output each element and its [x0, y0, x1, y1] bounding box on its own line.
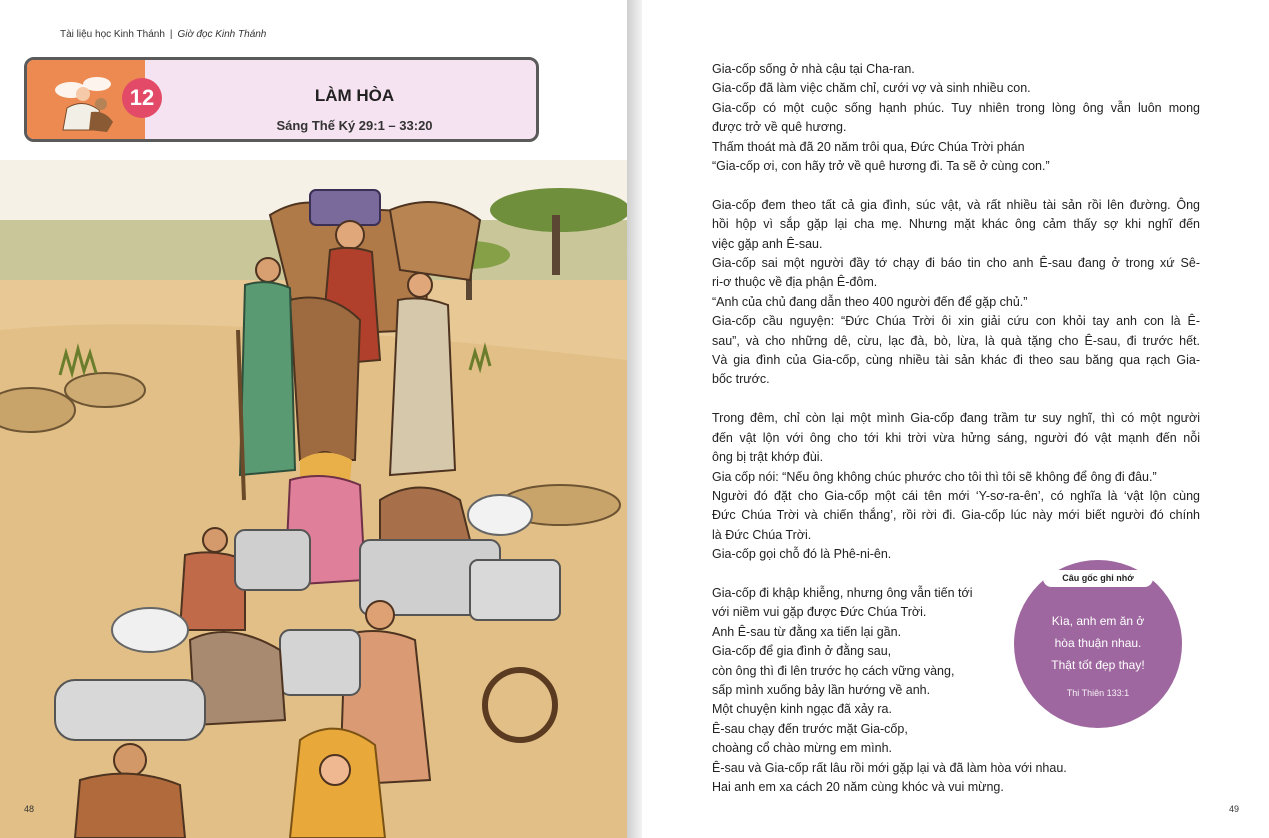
left-page: [0, 0, 627, 838]
story-line: là Đức Chúa Trời.: [712, 527, 812, 542]
story-line: Gia-cốp sống ở nhà cậu tại Cha-ran.: [712, 62, 915, 76]
memory-verse-line: hòa thuận nhau.: [1054, 636, 1142, 650]
lesson-title-banner: [24, 57, 539, 142]
book-gutter: [627, 0, 642, 838]
memory-verse-text: [1024, 610, 1172, 676]
story-line: Trong đêm, chỉ còn lại một mình Gia-cốp đang trầm tư suy nghĩ, thì có một người: [712, 411, 1200, 426]
story-line: Một chuyện kinh ngạc đã xảy ra.: [712, 702, 892, 717]
story-line: “Anh của chủ đang dẫn theo 400 người đến để gặp chủ.”: [712, 294, 1028, 309]
story-line: ông bị trật khớp đùi.: [712, 450, 824, 465]
story-line: Gia-cốp đem theo tất cả gia đình, súc vật, và rất nhiều tài sản rồi lên đường. Ông: [712, 197, 1200, 212]
story-line: Hai anh em xa cách 20 năm cùng khóc và vui mừng.: [712, 779, 1004, 794]
story-line: sấp mình xuống bảy lần hướng về anh.: [712, 682, 931, 697]
story-line: Thấm thoát mà đã 20 năm trôi qua, Đức Chúa Trời phán: [712, 139, 1025, 154]
story-line: còn ông thì đi lên trước họ cách vững vàng,: [712, 663, 955, 678]
lesson-number-badge: 12: [122, 78, 162, 118]
story-line: Gia-cốp sai một người đầy tớ chạy đi báo tin cho anh Ê-sau đang ở trong xứ Sê-: [712, 256, 1200, 271]
page-number-left: 48: [24, 804, 35, 814]
story-line: việc gặp anh Ê-sau.: [712, 236, 823, 251]
story-line: Gia-cốp cầu nguyện: “Đức Chúa Trời ôi xin giải cứu con khỏi tay anh con là Ê-: [712, 314, 1200, 329]
story-paragraph: [712, 60, 1200, 176]
memory-verse-reference: Thi Thiên 133:1: [1066, 688, 1130, 698]
story-line: sau”, và cho những dê, cừu, lạc đà, bò, lừa, là quà tặng cho Ê-sau, đi trước hết.: [712, 333, 1200, 348]
jacob-caravan-image: [0, 160, 627, 838]
memory-verse-label: Câu gốc ghi nhớ: [1043, 570, 1153, 587]
story-line: Người đó đặt cho Gia-cốp một cái tên mới ‘Y-sơ-ra-ên’, có nghĩa là ‘vật lộn cùng: [712, 488, 1200, 503]
story-paragraph: [712, 196, 1200, 390]
story-line: Gia-cốp đã làm việc chăm chỉ, cưới vợ và sinh nhiều con.: [712, 81, 1031, 96]
running-head: [60, 29, 266, 40]
page-number-right: 49: [1228, 804, 1239, 814]
story-line: Ê-sau chạy đến trước mặt Gia-cốp,: [712, 721, 908, 736]
story-line: Đức Chúa Trời và chiến thắng’, rồi rời đi. Gia-cốp lúc này mới biết người đó chính: [712, 508, 1200, 523]
lesson-title: LÀM HÒA: [314, 86, 395, 105]
story-line: Gia-cốp đi khập khiễng, nhưng ông vẫn tiến tới: [712, 585, 973, 600]
story-paragraph: [712, 409, 1200, 564]
section-title: Giờ đọc Kinh Thánh: [177, 29, 267, 40]
story-line: “Gia-cốp ơi, con hãy trở về quê hương đi. Ta sẽ ở cùng con.”: [712, 159, 1050, 174]
memory-verse-line: Kìa, anh em ăn ở: [1051, 614, 1145, 628]
story-line: Và gia đình của Gia-cốp, cùng nhiều tài sản khác đi theo sau băng qua rạch Gia-: [712, 353, 1200, 368]
memory-verse-circle: [1014, 560, 1182, 728]
story-line: Anh Ê-sau từ đằng xa tiến lại gần.: [712, 624, 902, 639]
caravan-illustration: [0, 160, 627, 838]
book-title: Tài liệu học Kinh Thánh: [60, 29, 165, 40]
story-line: ri-ơ thuộc về địa phận Ê-đôm.: [712, 275, 878, 290]
story-line: Gia-cốp có một cuộc sống hạnh phúc. Tuy nhiên trong lòng ông vẫn luôn mong: [712, 100, 1200, 115]
story-line: choàng cổ chào mừng em mình.: [712, 741, 892, 756]
story-line: đến vật lộn với ông cho tới khi trời vừa hửng sáng, người đó vật mạnh đến nỗi: [712, 430, 1200, 445]
story-line: bốc trước.: [712, 372, 770, 387]
right-page: [642, 0, 1269, 838]
memory-verse-line: Thật tốt đẹp thay!: [1051, 658, 1145, 672]
story-line: Ê-sau và Gia-cốp rất lâu rồi mới gặp lại và đã làm hòa với nhau.: [712, 760, 1067, 775]
story-line: Gia-cốp để gia đình ở đằng sau,: [712, 644, 892, 659]
story-line: Gia-cốp gọi chỗ đó là Phê-ni-ên.: [712, 547, 892, 562]
scripture-reference: Sáng Thế Ký 29:1 – 33:20: [276, 118, 433, 133]
story-line: hồi hộp vì sắp gặp lại cha mẹ. Nhưng mặt khác ông cảm thấy sợ khi nghĩ đến: [712, 217, 1200, 232]
story-line: được trở về quê hương.: [712, 120, 847, 135]
running-head-separator: |: [169, 29, 173, 40]
story-line: với niềm vui gặp được Đức Chúa Trời.: [712, 605, 927, 620]
story-line: Gia cốp nói: “Nếu ông không chúc phước cho tôi thì tôi sẽ không để ông đi đâu.”: [712, 469, 1157, 484]
